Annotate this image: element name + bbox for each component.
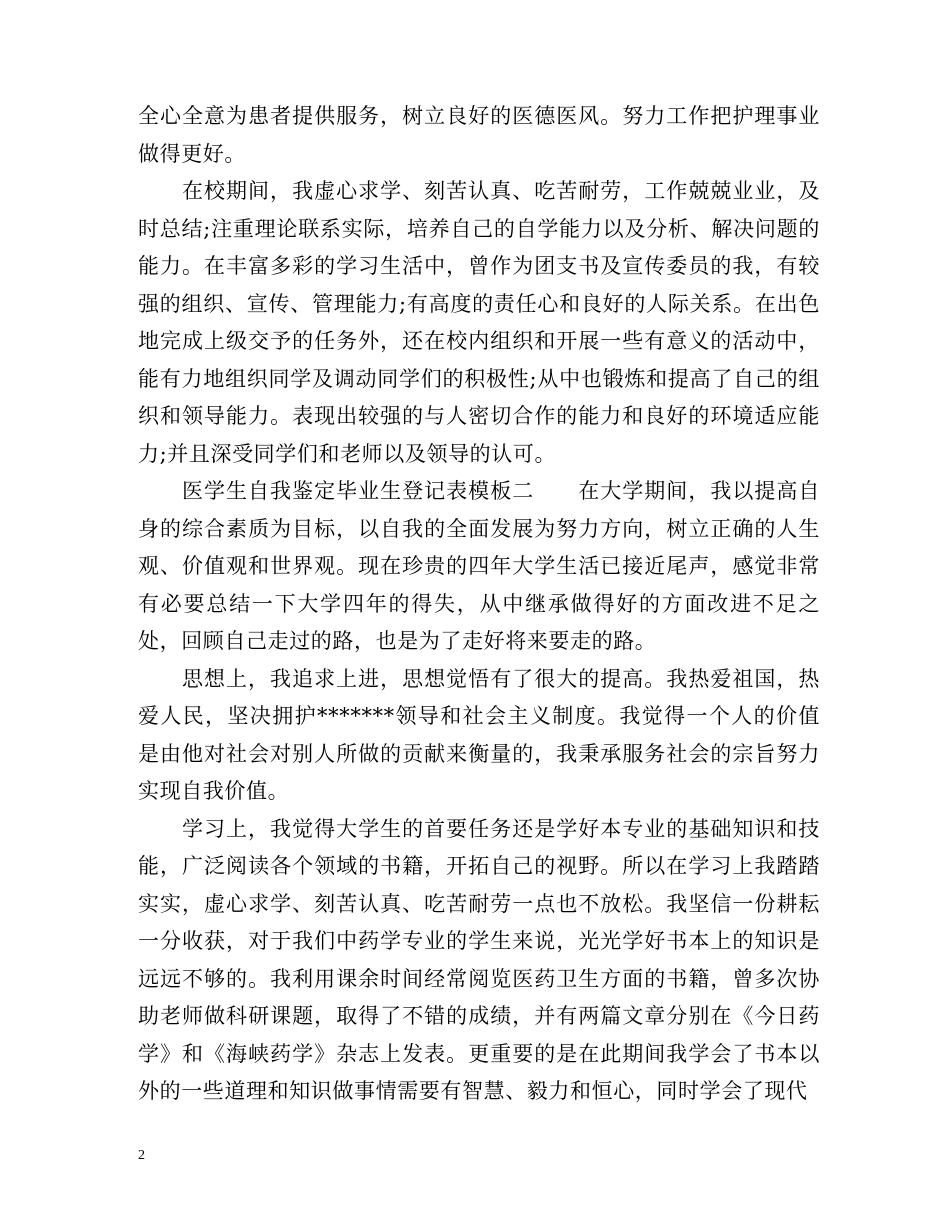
paragraph-5: 学习上，我觉得大学生的首要任务还是学好本专业的基础知识和技能，广泛阅读各个领域的书籍，开拓自己的视野。所以在学习上我踏踏实实，虚心求学、刻苦认真、吃苦耐劳一点也不放松。我坚信一份耕耘一分收获，对于我们中药学专业的学生来说，光光学好书本上的知识是远远不够的。我利用课余时间经常阅览医药卫生方面的书籍，曾多次协助老师做科研课题，取得了不错的成绩，并有两篇文章分别在《今日药学》和《海峡药学》杂志上发表。更重要的是在此期间我学会了书本以外的一些道理和知识做事情需要有智慧、毅力和恒心，同时学会了现代: [138, 816, 820, 1103]
paragraph-3: 医学生自我鉴定毕业生登记表模板二 在大学期间，我以提高自身的综合素质为目标，以自我的全面发展为努力方向，树立正确的人生观、价值观和世界观。现在珍贵的四年大学生活已接近尾声，感觉非常有必要总结一下大学四年的得失，从中继承做得好的方面改进不足之处，回顾自己走过的路，也是为了走好将来要走的路。: [138, 479, 820, 653]
paragraph-1: 全心全意为患者提供服务，树立良好的医德医风。努力工作把护理事业做得更好。: [138, 104, 820, 166]
paragraph-4: 思想上，我追求上进，思想觉悟有了很大的提高。我热爱祖国，热爱人民，坚决拥护*******领导和社会主义制度。我觉得一个人的价值是由他对社会对别人所做的贡献来衡量的，我秉承服务社会的宗旨努力实现自我价值。: [138, 666, 820, 803]
page-number: 2: [138, 1148, 145, 1163]
body-text: [138, 98, 820, 1111]
paragraph-2: 在校期间，我虚心求学、刻苦认真、吃苦耐劳，工作兢兢业业，及时总结;注重理论联系实际，培养自己的自学能力以及分析、解决问题的能力。在丰富多彩的学习生活中，曾作为团支书及宣传委员的我，有较强的组织、宣传、管理能力;有高度的责任心和良好的人际关系。在出色地完成上级交予的任务外，还在校内组织和开展一些有意义的活动中，能有力地组织同学及调动同学们的积极性;从中也锻炼和提高了自己的组织和领导能力。表现出较强的与人密切合作的能力和良好的环境适应能力;并且深受同学们和老师以及领导的认可。: [138, 179, 820, 466]
